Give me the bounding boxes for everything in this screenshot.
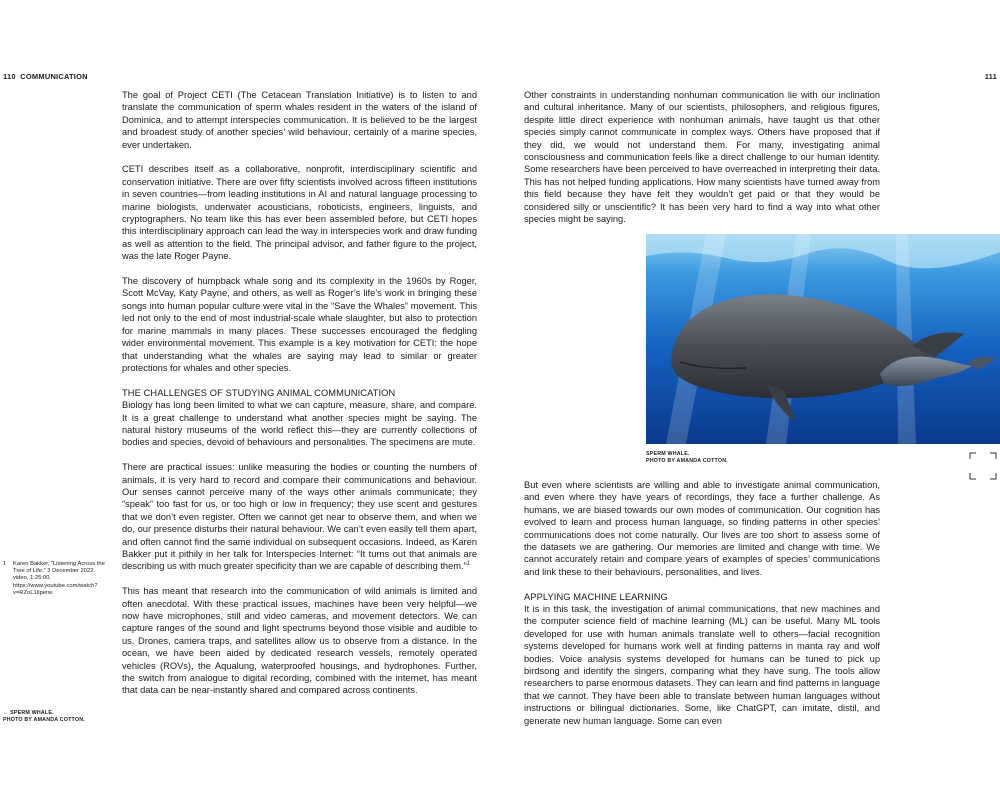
footnote-number: 1	[3, 561, 7, 567]
paragraph-with-footnote	[122, 461, 477, 573]
paragraph: CETI describes itself as a collaborative, nonprofit, interdisciplinary scientific and conservation initiative. There are over fifty scientists involved across fifteen institutions in seven countries—from leading institutions in AI and natural language processing to marine biologists, underwater acousticians, roboticists, engineers, linguists, and cryptographers. No team like this has ever been assembled before, but CETI hopes this interdisciplinary approach can lead the way in interspecies work and draw funding as well as attention to the field. The principal advisor, and father figure to the project, was the late Roger Payne.	[122, 164, 477, 262]
paragraph: The discovery of humpback whale song and its complexity in the 1960s by Roger, Scott McVay, Katy Payne, and others, as well as Roger’s life’s work in bringing these songs into human popular culture were vital in the “Save the Whales” movement. This led not only to the end of most industrial-scale whale slaughter, but also to protection for marine mammals in many places. These successes encouraged the fledgling wider environmental movement. This example is a key motivation for CETI: the hope that understanding what the whales are saying may lead to similar or greater protections for whales and other species.	[122, 276, 477, 373]
section-heading: THE CHALLENGES OF STUDYING ANIMAL COMMUNICATION	[122, 387, 396, 398]
caption-credit: PHOTO BY AMANDA COTTON.	[3, 717, 85, 723]
caption-title: SPERM WHALE.	[646, 451, 690, 457]
caption-credit: PHOTO BY AMANDA COTTON.	[646, 458, 728, 464]
paragraph-text: There are practical issues: unlike measuring the bodies or counting the numbers of animals, it is very hard to record and compare their communications and behaviour. Our senses cannot perceive many of the ways other animals communicate; they “speak” too fast for us, or too high or low in frequency; they use scent and gestures that we don’t even register. Often we cannot get near to observe them, and when we do, our presence disturbs their natural behaviour. We can’t even easily tell them apart, and often cannot find the same individual on subsequent occasions. Indeed, as Karen Bakker put it pithily in her talk for Interspecies Internet: “It turns out that animals are describing us with much greater specificity than we are capable of describing them.”	[122, 462, 477, 572]
footnote	[3, 561, 111, 597]
paragraph: But even where scientists are willing and able to investigate animal communication, and even where they have years of recordings, they face a further challenge. As humans, we are biased towards our own modes of communication. Our cognition has evolved to learn and process human language, so finding patterns in other species’ communications does not come naturally. Our lives are too short to assess some of the datasets we are gathering. Our memories are limited and change with time. We cannot accurately retain and compare years of examples of species’ communications and link these to their behaviours, personalities, and lives.	[524, 480, 880, 577]
left-text-column	[122, 89, 477, 709]
footnote-text: Karen Bakker, “Listening Across the Tree of Life,” 3 December 2022, video, 1:25:00. https://www.youtube.com/watch?v=RZoL1Ilperw.	[13, 561, 105, 596]
sperm-whale-photo	[646, 234, 1000, 444]
section-heading: APPLYING MACHINE LEARNING	[524, 591, 668, 602]
photo-caption-right	[646, 451, 728, 465]
footnote-reference[interactable]: 1	[466, 561, 471, 568]
section-title: COMMUNICATION	[20, 72, 88, 81]
right-text-column-top	[524, 89, 880, 238]
folio-right: 111	[984, 72, 997, 81]
paragraph: Biology has long been limited to what we can capture, measure, share, and compare. It is a great challenge to understand what another species might be saying. The natural history museums of the world reflect this—they are currently collections of bodies and species, devoid of behaviours and personalities. The specimens are mute.	[122, 400, 477, 448]
photo-caption-left	[3, 710, 85, 724]
caption-title: ← SPERM WHALE.	[3, 710, 54, 716]
crop-marks-icon	[969, 452, 997, 480]
right-page	[500, 0, 1000, 800]
sperm-whale-illustration	[646, 234, 1000, 444]
running-head-left	[3, 72, 88, 81]
right-text-column-bottom	[524, 479, 880, 740]
paragraph: This has meant that research into the communication of wild animals is limited and often anecdotal. With these practical issues, machines have been very helpful—we now have microphones, still and video cameras, and movement detectors. We can capture ranges of the sound and light spectrums beyond those visible and audible to us. Drones, camera traps, and satellites allow us to observe from a distance. In the ocean, we have been aided by dedicated research vessels, remotely operated vehicles (ROVs), the Aqualung, waterproofed housings, and hydrophones. Further, the switch from analogue to digital recording, combined with the internet, has meant that data can be near-instantly shared and compared across continents.	[122, 586, 477, 696]
folio-left: 110	[3, 72, 16, 81]
paragraph: It is in this task, the investigation of animal communications, that new machines and the computer science field of machine learning (ML) can be useful. Many ML tools developed for use with human animals translate well to others—facial recognition systems developed for humans work well at finding patterns in manta ray and wolf bodies. Voice analysis systems developed for humans can be tuned to pick up birdsong and identify the singers, comparing what they have sung. The tools allow researchers to parse enormous datasets. They can learn and find patterns in language that we cannot. They have been able to translate between human languages without instructions or bilingual dictionaries. Some, like ChatGPT, can imitate, distil, and generate new human language. Some can even	[524, 604, 880, 726]
paragraph: The goal of Project CETI (The Cetacean Translation Initiative) is to listen to and translate the communication of sperm whales resident in the waters of the island of Dominica, and to attempt interspecies communication. It is believed to be the largest and broadest study of another species’ wild behaviour, certainly of a marine species, ever undertaken.	[122, 90, 477, 150]
paragraph: Other constraints in understanding nonhuman communication lie with our inclination and cultural inheritance. Many of our scientists, philosophers, and religious figures, despite little direct experience with nonhuman animals, have taught us that other species simply cannot communicate in complex ways. Others have proposed that if they did, we would not understand them. For many, investigating animal consciousness and communication feels like a direct challenge to our human identity. Some researchers have been perceived to have overreached in interpreting their data. This has not helped funding applications. How many scientists have turned away from this field because they have felt they wouldn’t get paid or that they would be considered silly or unscientific? It has been very hard to find a way into what other species might be saying.	[524, 90, 880, 225]
